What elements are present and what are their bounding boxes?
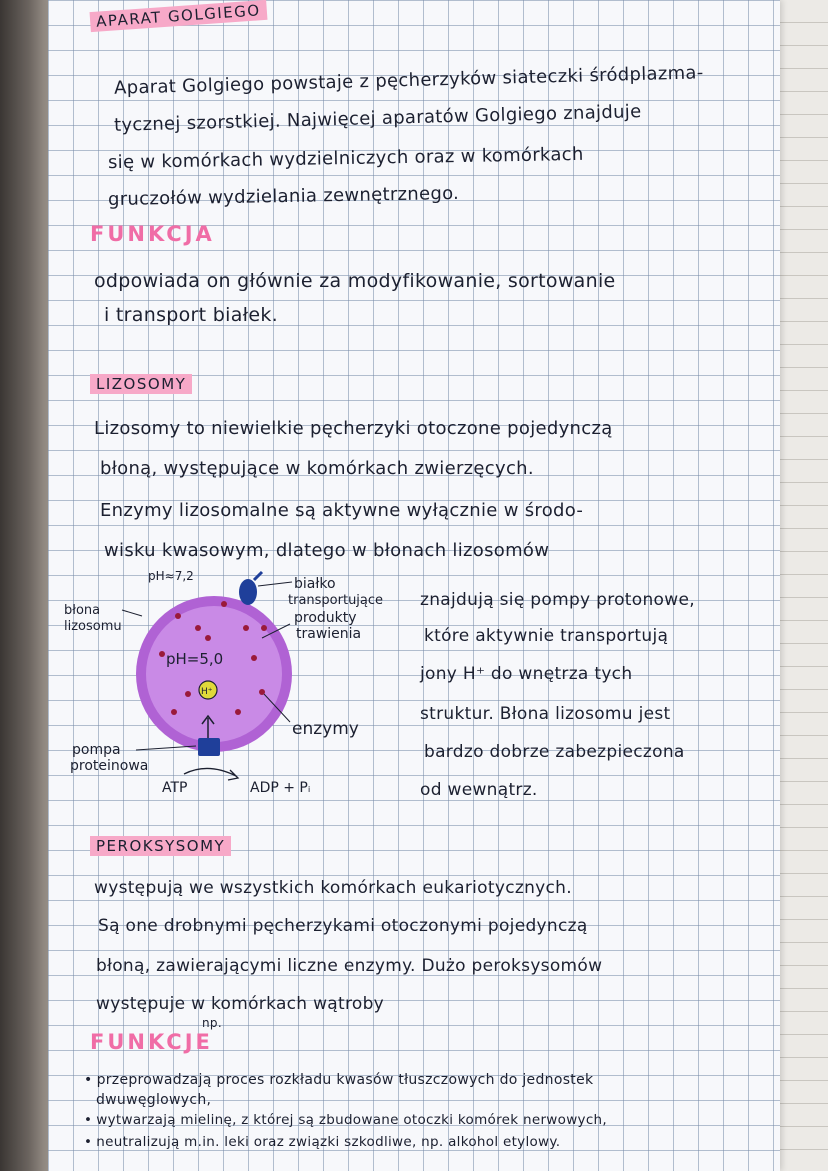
proton-pump-icon [198,738,220,756]
membrane-pointer [122,610,142,616]
lizosomy-line-2: błoną, występujące w komórkach zwierzęcych. [100,458,534,479]
lizosomy-side-line-1: znajdują się pompy protonowe, [420,590,695,610]
aparat-line-4: gruczołów wydzielania zewnętrznego. [107,182,460,211]
pump-pointer [136,746,196,750]
lizosomy-line-3: Enzymy lizosomalne są aktywne wyłącznie w środo- [100,500,584,521]
protein-label-2: transportujące [288,593,384,608]
adp-label: ADP + Pᵢ [250,780,311,796]
pump-label-1: pompa [72,742,121,758]
products-label-2: trawienia [296,626,362,642]
golgi-function-line-1: odpowiada on głównie za modyfikowanie, sortowanie [94,270,616,292]
peroksysomy-bullet-1-cont: dwuwęglowych, [96,1092,212,1108]
aparat-line-2: tycznej szorstkiej. Najwięcej aparatów Golgiego znajduje [113,101,642,136]
peroksysomy-line-4: występuje w komórkach wątroby [96,994,385,1014]
atp-arrow [184,768,238,780]
proton-label: H⁺ [201,687,213,697]
page-edge [780,0,828,1171]
heading-aparat-golgiego: APARAT GOLGIEGO [90,0,268,32]
lizosomy-side-line-4: struktur. Błona lizosomu jest [420,704,671,724]
heading-peroksysomy: PEROKSYSOMY [90,836,231,856]
peroksysomy-line-3: błoną, zawierającymi liczne enzymy. Dużo peroksysomów [96,956,603,976]
golgi-function-line-2: i transport białek. [104,304,278,326]
heading-lizosomy: LIZOSOMY [90,374,192,394]
peroksysomy-bullet-3: • neutralizują m.in. leki oraz związki szkodliwe, np. alkohol etylowy. [84,1134,560,1150]
protein-label-1: białko [294,576,336,592]
transport-protein-tail [254,572,262,580]
lizosomy-side-line-5: bardzo dobrze zabezpieczona [424,742,685,762]
notebook-page [48,0,780,1171]
protein-pointer [258,582,292,586]
lysosome-diagram [58,566,418,802]
ph-outside-label: pH≈7,2 [148,569,194,583]
peroksysomy-bullet-2: • wytwarzają mielinę, z której są zbudowane otoczki komórek nerwowych, [84,1112,607,1128]
lizosomy-line-4: wisku kwasowym, dlatego w błonach lizosomów [104,540,550,561]
lizosomy-side-line-6: od wewnątrz. [420,780,538,800]
transport-protein-icon [239,579,257,605]
ph-inside-label: pH=5,0 [166,650,224,668]
lizosomy-line-1: Lizosomy to niewielkie pęcherzyki otoczone pojedynczą [94,418,613,439]
peroksysomy-line-1: występują we wszystkich komórkach eukariotycznych. [94,878,572,898]
enzymes-label: enzymy [292,719,359,739]
np-note: np. [202,1016,222,1030]
lizosomy-side-line-2: które aktywnie transportują [424,626,669,646]
function-label-golgi: FUNKCJA [90,222,215,246]
membrane-label-2: lizosomu [64,619,122,634]
membrane-label-1: błona [64,603,101,618]
notebook-spine [0,0,48,1171]
functions-label-peroksysomy: FUNKCJE [90,1030,213,1054]
lizosomy-side-line-3: jony H⁺ do wnętrza tych [420,664,633,684]
peroksysomy-line-2: Są one drobnymi pęcherzykami otoczonymi pojedynczą [98,916,588,936]
atp-label: ATP [162,780,188,796]
peroksysomy-bullet-1: • przeprowadzają proces rozkładu kwasów tłuszczowych do jednostek [84,1072,593,1088]
aparat-line-3: się w komórkach wydzielniczych oraz w komórkach [107,143,584,174]
pump-label-2: proteinowa [70,758,149,774]
products-label-1: produkty [294,610,357,626]
aparat-line-1: Aparat Golgiego powstaje z pęcherzyków siateczki śródplazma- [113,62,704,99]
